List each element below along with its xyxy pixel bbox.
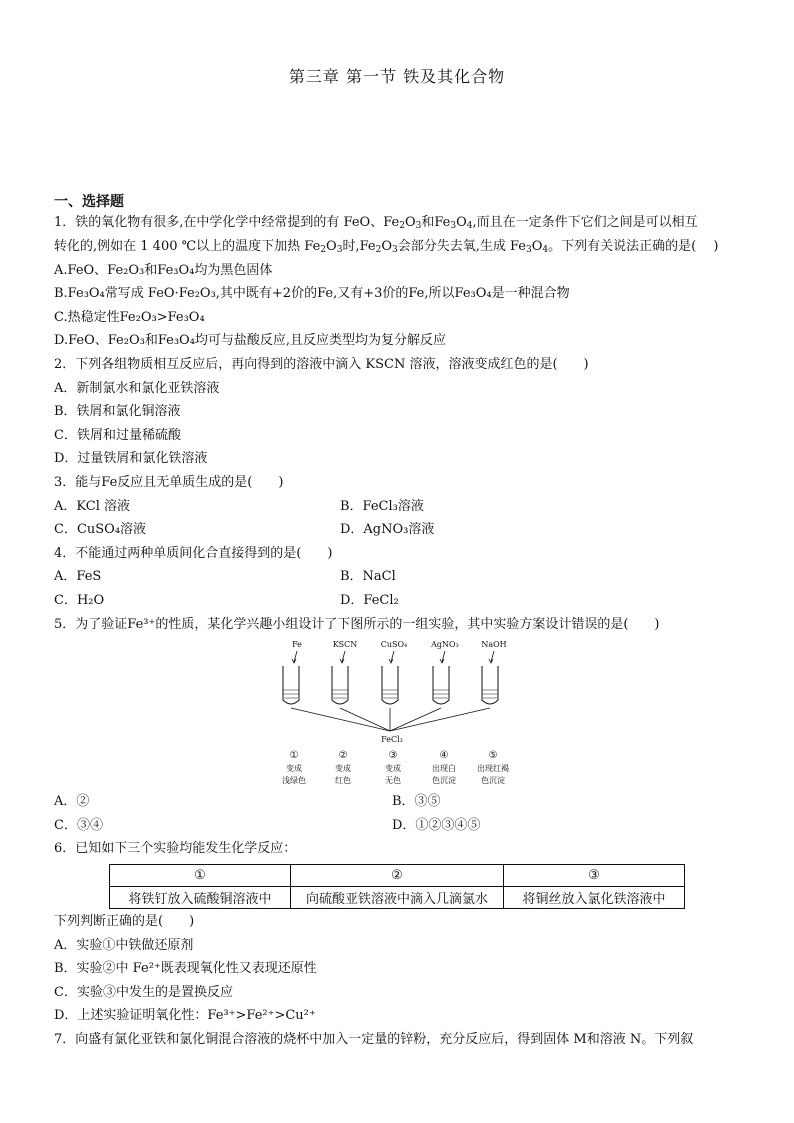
q3-option-a: A．KCl 溶液 [54, 499, 130, 514]
table-header: ③ [504, 865, 685, 887]
q3-stem: 3．能与Fe反应且无单质生成的是( ) [54, 475, 284, 490]
q4-option-c: C．H₂O [54, 593, 105, 608]
q4-option-a: A．FeS [54, 569, 102, 584]
reagent-label: CuSO₄ [380, 640, 408, 649]
svg-text:⑤: ⑤ [488, 750, 498, 761]
section-heading: 一、选择题 [54, 194, 124, 210]
q3-option-d: D．AgNO₃溶液 [340, 522, 435, 537]
svg-text:色沉淀: 色沉淀 [481, 776, 505, 785]
experiments-table [109, 864, 685, 909]
q4-stem: 4．不能通过两种单质间化合直接得到的是( ) [54, 546, 333, 561]
q5-option-a: A．② [54, 794, 90, 809]
q5-stem: 5．为了验证Fe³⁺的性质，某化学兴趣小组设计了下图所示的一组实验，其中实验方案设计错误的是( ) [54, 617, 660, 632]
svg-text:变成: 变成 [286, 764, 302, 773]
test-tube-3 [382, 666, 398, 704]
svg-text:无色: 无色 [385, 776, 401, 785]
test-tube-2 [332, 666, 348, 704]
reagent-label: AgNO₃ [431, 640, 459, 649]
q7-stem: 7．向盛有氯化亚铁和氯化铜混合溶液的烧杯中加入一定量的锌粉，充分反应后，得到固体 M和溶液 N。下列叙 [54, 1032, 694, 1047]
svg-text:变成: 变成 [385, 764, 401, 773]
test-tube-1 [283, 666, 299, 704]
q4-option-b: B．NaCl [340, 569, 396, 584]
svg-text:浅绿色: 浅绿色 [282, 776, 306, 785]
page-title: 第三章 第一节 铁及其化合物 [288, 67, 506, 86]
test-tube-diagram [270, 636, 530, 788]
q3-option-b: B．FeCl₃溶液 [340, 499, 424, 514]
svg-text:出现红褐: 出现红褐 [477, 764, 509, 773]
q5-option-b: B．③⑤ [392, 794, 441, 809]
test-tube-5 [482, 666, 498, 704]
svg-text:变成: 变成 [335, 764, 351, 773]
q1-option-a: A.FeO、Fe₂O₃和Fe₃O₄均为黑色固体 [54, 263, 273, 278]
table-header-row [110, 865, 685, 887]
svg-text:③: ③ [388, 750, 398, 761]
q6-stem: 6．已知如下三个实验均能发生化学反应： [54, 841, 297, 856]
q1-option-d: D.FeO、Fe₂O₃和Fe₃O₄均可与盐酸反应,且反应类型均为复分解反应 [54, 333, 447, 348]
q1-option-b: B.Fe₃O₄常写成 FeO·Fe₂O₃,其中既有+2价的Fe,又有+3价的Fe,所以Fe₃O₄是一种混合物 [54, 286, 570, 301]
svg-text:①: ① [289, 750, 299, 761]
q1-option-c: C.热稳定性Fe₂O₃>Fe₃O₄ [54, 310, 205, 325]
q2-option-d: D．过量铁屑和氯化铁溶液 [54, 451, 208, 466]
table-header: ① [110, 865, 291, 887]
q2-option-c: C．铁屑和过量稀硫酸 [54, 428, 181, 443]
q2-stem: 2．下列各组物质相互反应后，再向得到的溶液中滴入 KSCN 溶液，溶液变成红色的是( ) [54, 357, 589, 372]
svg-text:④: ④ [439, 750, 449, 761]
q1-line2: 转化的,例如在 1 400 ℃以上的温度下加热 $Fe_2O_3$时$,Fe_2O_3$会部分失去氧,生成 $Fe_3O_4$。下列有关说法正确的是( ) [54, 239, 719, 255]
q6-option-c: C．实验③中发生的是置换反应 [54, 985, 233, 1000]
table-cell: 将铜丝放入氯化铁溶液中 [504, 887, 685, 909]
reagent-label: Fe [292, 640, 302, 649]
table-header: ② [291, 865, 504, 887]
reagent-label: KSCN [332, 640, 358, 649]
center-label: FeCl₃ [381, 735, 403, 744]
table-row [110, 887, 685, 909]
svg-text:红色: 红色 [335, 776, 351, 785]
svg-text:出现白: 出现白 [432, 764, 456, 773]
table-cell: 向硫酸亚铁溶液中滴入几滴氯水 [291, 887, 504, 909]
q1-line1: 1．铁的氧化物有很多,在中学化学中经常提到的有 FeO、$Fe_2O_3$和$Fe_3O_4$,而且在一定条件下它们之间是可以相互 [54, 215, 698, 231]
q6-option-b: B．实验②中 Fe²⁺既表现氧化性又表现还原性 [54, 961, 317, 976]
q6-judge: 下列判断正确的是( ) [54, 914, 195, 929]
svg-text:②: ② [338, 750, 348, 761]
svg-text:色沉淀: 色沉淀 [432, 776, 456, 785]
table-cell: 将铁钉放入硫酸铜溶液中 [110, 887, 291, 909]
q3-option-c: C．CuSO₄溶液 [54, 522, 147, 537]
test-tube-4 [433, 666, 449, 704]
q5-option-d: D．①②③④⑤ [392, 818, 481, 833]
q6-option-a: A．实验①中铁做还原剂 [54, 938, 194, 953]
q2-option-b: B．铁屑和氯化铜溶液 [54, 404, 181, 419]
q4-option-d: D．FeCl₂ [340, 593, 399, 608]
q2-option-a: A．新制氯水和氯化亚铁溶液 [54, 381, 220, 396]
q5-option-c: C．③④ [54, 818, 103, 833]
reagent-label: NaOH [481, 640, 507, 649]
q6-option-d: D．上述实验证明氧化性：Fe³⁺>Fe²⁺>Cu²⁺ [54, 1008, 316, 1023]
